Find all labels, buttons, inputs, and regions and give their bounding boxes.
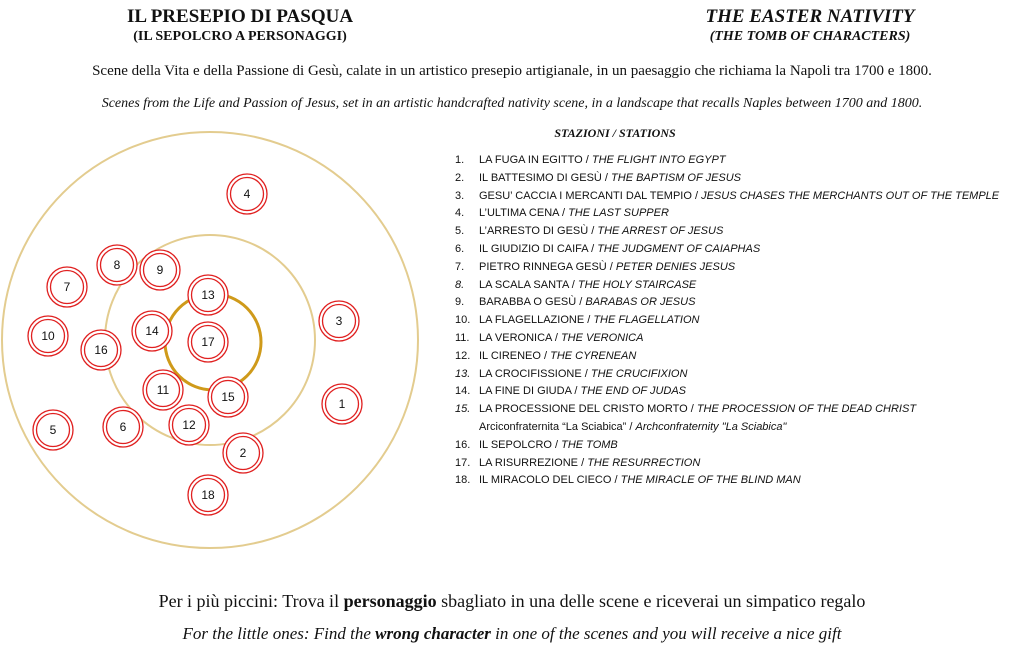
station-item: 10. LA FLAGELLAZIONE / THE FLAGELLATION — [455, 314, 700, 327]
station-item: 9. BARABBA O GESÙ / BARABAS OR JESUS — [455, 296, 696, 309]
station-marker-10 — [28, 316, 68, 356]
station-marker-17 — [188, 322, 228, 362]
station-marker-12 — [169, 405, 209, 445]
description-english: Scenes from the Life and Passion of Jesus, set in an artistic handcrafted nativity scene, in a landscape that recalls Naples between 1700 and 1800. — [101, 96, 923, 111]
station-marker-8 — [97, 245, 137, 285]
station-item: 5. L’ARRESTO DI GESÙ / THE ARREST OF JESUS — [455, 225, 724, 238]
station-marker-11 — [143, 370, 183, 410]
station-item: 17. LA RISURREZIONE / THE RESURRECTION — [455, 456, 701, 469]
station-item: 6. IL GIUDIZIO DI CAIFA / THE JUDGMENT OF CAIAPHAS — [455, 242, 761, 255]
footer-italian: Per i più piccini: Trova il personaggio sbagliato in una delle scene e riceverai un simpatico regalo — [158, 591, 866, 611]
station-item: 2. IL BATTESIMO DI GESÙ / THE BAPTISM OF JESUS — [455, 171, 742, 184]
title-english-block — [660, 6, 960, 45]
marker-label: 8 — [113, 258, 121, 272]
marker-label: 7 — [63, 280, 71, 294]
station-item-note: Arciconfraternita “La Sciabica” / Archconfraternity "La Sciabica" — [479, 420, 787, 433]
marker-label: 11 — [156, 383, 170, 397]
marker-label: 14 — [145, 324, 159, 338]
stations-list — [455, 152, 999, 490]
title-italian: IL PRESEPIO DI PASQUA — [126, 6, 354, 27]
marker-label: 12 — [182, 418, 196, 432]
footer-italian-bold: personaggio — [343, 591, 437, 611]
station-marker-16 — [81, 330, 121, 370]
station-item: 1. LA FUGA IN EGITTO / THE FLIGHT INTO EGYPT — [455, 154, 726, 166]
marker-label: 16 — [94, 343, 108, 357]
marker-label: 1 — [338, 397, 346, 411]
station-item: 18. IL MIRACOLO DEL CIECO / THE MIRACLE OF THE BLIND MAN — [455, 474, 801, 487]
marker-label: 3 — [335, 314, 343, 328]
station-marker-9 — [140, 250, 180, 290]
subtitle-italian: (IL SEPOLCRO A PERSONAGGI) — [133, 29, 347, 44]
station-item: 13. LA CROCIFISSIONE / THE CRUCIFIXION — [455, 367, 688, 380]
station-marker-5 — [33, 410, 73, 450]
marker-label: 10 — [41, 329, 55, 343]
marker-label: 9 — [156, 263, 164, 277]
station-marker-4 — [227, 174, 267, 214]
station-marker-2 — [223, 433, 263, 473]
marker-label: 6 — [119, 420, 127, 434]
marker-label: 4 — [243, 187, 251, 201]
marker-label: 5 — [49, 423, 57, 437]
subtitle-english: (THE TOMB OF CHARACTERS) — [709, 29, 911, 44]
marker-label: 18 — [201, 488, 215, 502]
station-item: 12. IL CIRENEO / THE CYRENEAN — [455, 349, 637, 362]
station-marker-3 — [319, 301, 359, 341]
station-marker-13 — [188, 275, 228, 315]
station-marker-15 — [208, 377, 248, 417]
footer-english: For the little ones: Find the wrong character in one of the scenes and you will receive a nice gift — [182, 624, 842, 643]
title-english: THE EASTER NATIVITY — [705, 6, 915, 27]
description-italian: Scene della Vita e della Passione di Gesù, calate in un artistico presepio artigianale, in un paesaggio che richiama la Napoli tra 1700 e 1800. — [92, 63, 932, 79]
station-item: 16. IL SEPOLCRO / THE TOMB — [455, 438, 618, 451]
marker-label: 15 — [221, 390, 235, 404]
station-marker-1 — [322, 384, 362, 424]
marker-label: 13 — [201, 288, 215, 302]
stations-title: STAZIONI / STATIONS — [554, 126, 676, 140]
station-marker-14 — [132, 311, 172, 351]
station-item: 7. PIETRO RINNEGA GESÙ / PETER DENIES JESUS — [455, 260, 736, 273]
station-marker-6 — [103, 407, 143, 447]
marker-label: 2 — [239, 446, 247, 460]
station-item: 8. LA SCALA SANTA / THE HOLY STAIRCASE — [455, 278, 697, 291]
station-marker-18 — [188, 475, 228, 515]
station-marker-7 — [47, 267, 87, 307]
footer-english-bold: wrong character — [375, 624, 491, 643]
nativity-map — [0, 120, 440, 570]
station-item: 4. L’ULTIMA CENA / THE LAST SUPPER — [455, 207, 669, 220]
marker-label: 17 — [201, 335, 215, 349]
station-item: 11. LA VERONICA / THE VERONICA — [455, 331, 644, 344]
title-italian-block — [100, 6, 380, 45]
station-item: 14. LA FINE DI GIUDA / THE END OF JUDAS — [455, 385, 687, 398]
station-item: 3. GESU’ CACCIA I MERCANTI DAL TEMPIO / JESUS CHASES THE MERCHANTS OUT OF THE TEMPLE — [455, 189, 1000, 202]
station-item: 15. LA PROCESSIONE DEL CRISTO MORTO / THE PROCESSION OF THE DEAD CHRIST — [455, 403, 917, 416]
